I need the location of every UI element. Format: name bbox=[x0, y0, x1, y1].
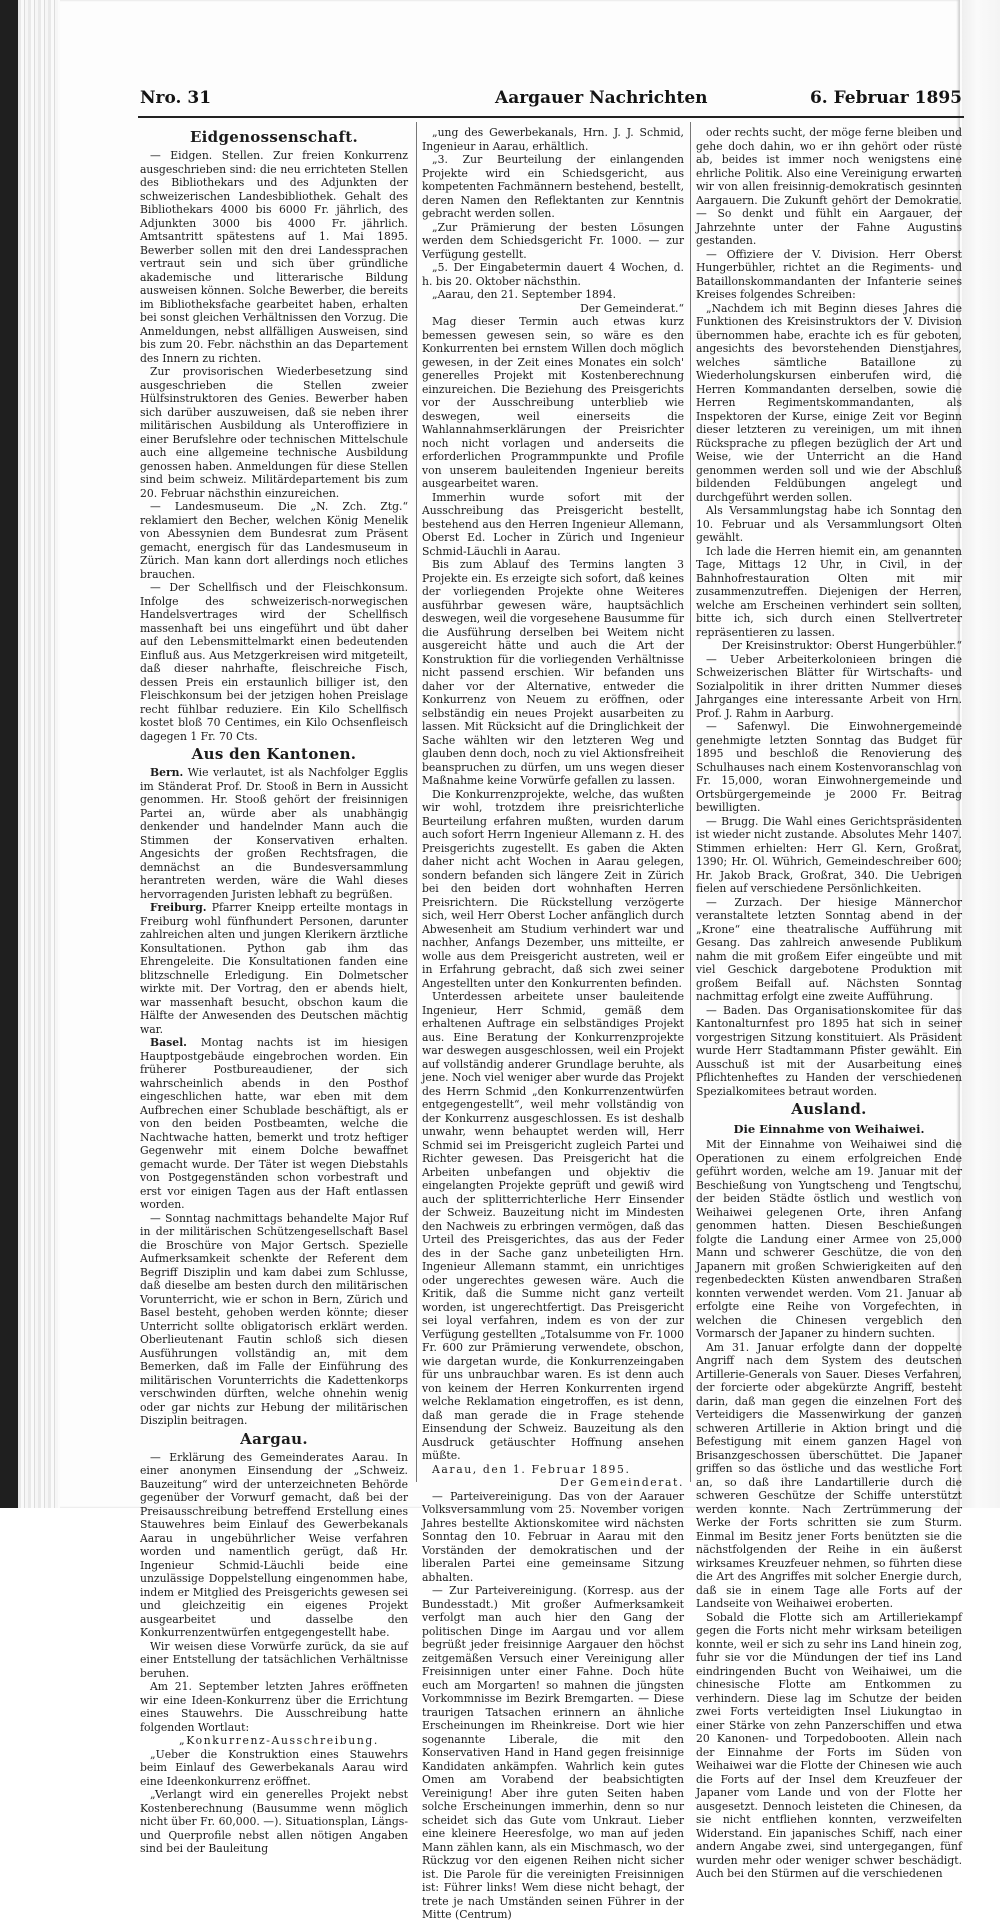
article-paragraph: — Zurzach. Der hiesige Männerchor veranstaltete letzten Sonntag abend in der „Krone“ eine theatralische Aufführung mit Gesang. Das zahlreich anwesende Publikum nahm die mit großem Eifer eingeübte und mit viel Geschick dargebotene Produktion mit großem Beifall auf. Nächsten Sonntag nachmittag erfolgt eine zweite Aufführung. bbox=[696, 895, 962, 1003]
article-paragraph: „ung des Gewerbekanals, Hrn. J. J. Schmid, Ingenieur in Aarau, erhältlich. bbox=[422, 126, 684, 153]
article-paragraph: „Aarau, den 21. September 1894. bbox=[432, 288, 617, 301]
article-paragraph: Am 21. September letzten Jahres eröffneten wir eine Ideen-Konkurrenz über die Errichtung eines Stauwehrs. Die Ausschreibung hatte folgenden Wortlaut: bbox=[140, 1680, 408, 1734]
article-paragraph: Am 31. Januar erfolgte dann der doppelte Angriff nach dem System des deutschen Artillerie-Generals von Sauer. Dieses Verfahren, der forcierte oder abgekürzte Angriff, besteht darin, daß man gegen die einzelnen Fort des Verteidigers die Massenwirkung der ganzen schweren Artillerie in Aktion bringt und die Befestigung mit einem ganzen Hagel von Brisanzgeschossen überschüttet. Die Japaner griffen so das östliche und das westliche Fort an, so daß ihre Landartillerie durch die schweren Geschütze der Schiffe unterstützt werden konnte. Nach Zertrümmerung der Werke der Forts schritten sie zum Sturm. Einmal im Besitz jener Forts benützten sie die nächstfolgenden der Reihe in ein äußerst wirksames Kreuzfeuer nehmen, so führten diese die Art des Angriffes mit solcher Energie durch, daß sie in einem Tage alle Forts auf der Landseite von Weihaiwei eroberten. bbox=[696, 1340, 962, 1610]
page-stack-edges bbox=[18, 0, 58, 1508]
article-paragraph: — Baden. Das Organisationskomitee für das Kantonalturnfest pro 1895 hat sich in seiner vorgestrigen Sitzung konstituiert. Als Präsident wurde Herr Stadtammann Pfister gewählt. Ein Ausschuß ist mit der Ausarbeitung eines Pflichtenheftes zu Handen der verschiedenen Spezialkomitees betraut worden. bbox=[696, 1003, 962, 1098]
signature-line: Der Gemeinderat.“ bbox=[580, 301, 684, 315]
article-paragraph: — Safenwyl. Die Einwohnergemeinde genehmigte letzten Sonntag das Budget für 1895 und beschloß die Renovierung des Schulhauses nach einem Kostenvoranschlag von Fr. 15,000, woran Einwohnergemeinde und Ortsbürgergemeinde je 2000 Fr. Beitrag bewilligten. bbox=[696, 720, 962, 814]
article-paragraph: Wir weisen diese Vorwürfe zurück, da sie auf einer Entstellung der tatsächlichen Verhältnisse beruhen. bbox=[140, 1639, 408, 1680]
column-right bbox=[696, 126, 962, 1880]
article-paragraph bbox=[140, 901, 408, 1036]
article-paragraph: oder rechts sucht, der möge ferne bleiben und gehe doch dahin, wo er ihn gehört oder rüste ab, beides ist immer noch wenigstens eine ehrliche Politik. Also eine Vereinigung erwarten wir von allen freisinnig-demokratisch gesinnten Aargauern. Die Zukunft gehört der Demokratie. — So denkt und fühlt ein Aargauer, der Jahrzehnte unter der Fahne Augustins gestanden. bbox=[696, 126, 962, 247]
canton-label: Bern. bbox=[150, 766, 184, 779]
article-paragraph: — Sonntag nachmittags behandelte Major Ruf in der militärischen Schützengesellschaft Basel die Broschüre von Major Gertsch. Spezielle Aufmerksamkeit schenkte der Referent dem Begriff Disziplin und kam dabei zum Schlusse, daß dieselbe am besten durch den militärischen Vorunterricht, wie er schon in Bern, Zürich und Basel besteht, gehoben werden könnte; dieser Unterricht sollte obligatorisch erklärt werden. Oberlieutenant Fautin schloß sich diesen Ausführungen vollständig an, mit dem Bemerken, daß im Falle der Einführung des militärischen Vorunterrichts die Kadettenkorps verschwinden dürften, welche ohnehin wenig oder gar nichts zur Hebung der militärischen Disziplin beitragen. bbox=[140, 1211, 408, 1427]
article-paragraph: — Parteivereinigung. Das von der Aarauer Volksversammlung vom 25. November vorigen Jahres bestellte Aktionskomitee wird nächsten Sonntag den 10. Februar in Aarau mit den Vorständen der demokratischen und der liberalen Partei eine gemeinsame Sitzung abhalten. bbox=[422, 1489, 684, 1584]
column-rule bbox=[690, 122, 691, 1482]
masthead bbox=[140, 88, 962, 116]
article-paragraph: — Brugg. Die Wahl eines Gerichtspräsidenten ist wieder nicht zustande. Absolutes Mehr 1407. Stimmen erhielten: Herr Gl. Kern, Großrat, 1390; Hr. Ol. Wührich, Gemeindeschreiber 600; Hr. Jakob Brack, Großrat, 340. Die Uebrigen fielen auf verschiedene Persönlichkeiten. bbox=[696, 814, 962, 895]
section-heading-ausland: Ausland. bbox=[791, 1100, 867, 1118]
article-paragraph: Ich lade die Herren hiemit ein, am genannten Tage, Mittags 12 Uhr, in Civil, in der Bahnhofrestauration Olten mit mir zusammenzutreffen. Diejenigen der Herren, welche am Erscheinen verhindert sein sollten, bitte ich, sich durch einen Stellvertreter repräsentieren zu lassen. bbox=[696, 544, 962, 639]
canton-label: Basel. bbox=[150, 1036, 187, 1049]
article-paragraph: — Eidgen. Stellen. Zur freien Konkurrenz ausgeschrieben sind: die neu errichteten Stellen des Bibliothekars und des Adjunkten der schweizerischen Landesbibliothek. Gehalt des Bibliothekars 4000 bis 6000 Fr. jährlich, des Adjunkten 3000 bis 4000 Fr. jährlich. Amtsantritt spätestens auf 1. Mai 1895. Bewerber sollen mit den drei Landessprachen vertraut sein und sich über gründliche akademische und litterarische Bildung ausweisen können. Solche Bewerber, die bereits im Bibliotheksfache gearbeitet haben, erhalten bei sonst gleichen Verhältnissen den Vorzug. Die Anmeldungen, nebst allfälligen Ausweisen, sind bis zum 20. Febr. nächsthin an das Departement des Innern zu richten. bbox=[140, 149, 408, 365]
canton-text: Montag nachts ist im hiesigen Hauptpostgebäude eingebrochen worden. Ein früherer Postbureaudiener, der sich wahrscheinlich abends in den Posthof eingeschlichen hatte, war eben mit dem Aufbrechen einer Schublade beschäftigt, als er von den beiden Postbeamten, welche die Nachtwache hatten, bemerkt und trotz heftiger Gegenwehr mit einem Dolche bewaffnet gemacht wurde. Der Täter ist wegen Diebstahls von Postgegenständen schon vorbestraft und erst vor einigen Tagen aus der Haft entlassen worden. bbox=[140, 1036, 408, 1211]
article-paragraph: Immerhin wurde sofort mit der Ausschreibung das Preisgericht bestellt, bestehend aus den Herren Ingenieur Allemann, Oberst Ed. Locher in Zürich und Ingenieur Schmid-Läuchli in Aarau. bbox=[422, 490, 684, 558]
page-right-margin bbox=[962, 0, 1000, 1508]
article-paragraph: „Nachdem ich mit Beginn dieses Jahres die Funktionen des Kreisinstruktors der V. Division übernommen habe, erachte ich es für geboten, angesichts des bevorstehenden Dienstjahres, welches sämtliche Bataillone zu Wiederholungskursen einberufen wird, die Herren Kommandanten derselben, sowie die Herren Regimentskommandanten, als Inspektoren der Kurse, einige Zeit vor Beginn dieser letzteren zu vereinigen, um mit ihnen Rücksprache zu pflegen bezüglich der Art und Weise, wie der Unterricht an die Hand genommen werden soll und wie der Abschluß bildenden Feldübungen angelegt und durchgeführt werden sollen. bbox=[696, 301, 962, 504]
scan-border-dark bbox=[0, 0, 18, 1508]
article-paragraph bbox=[140, 1036, 408, 1212]
article-paragraph: — Der Schellfisch und der Fleischkonsum. Infolge des schweizerisch-norwegischen Handelsvertrages wird der Schellfisch massenhaft bei uns eingeführt und übt daher auf den Lebensmittelmarkt einen bedeutenden Einfluß aus. Aus Metzgerkreisen wird mitgeteilt, daß dieser nahrhafte, fleischreiche Fisch, dessen Preis ein erstaunlich billiger ist, den Fleischkonsum bei der jetzigen hohen Preislage recht fühlbar reduziere. Ein Kilo Schellfisch kostet bloß 70 Centimes, ein Kilo Ochsenfleisch dagegen 1 Fr. 70 Cts. bbox=[140, 581, 408, 743]
article-paragraph: „Zur Prämierung der besten Lösungen werden dem Schiedsgericht Fr. 1000. — zur Verfügung gestellt. bbox=[422, 220, 684, 261]
canton-label: Freiburg. bbox=[150, 901, 207, 914]
signature-line: Der Kreisinstruktor: Oberst Hungerbühler.“ bbox=[721, 639, 962, 652]
section-heading-kantone: Aus den Kantonen. bbox=[191, 745, 357, 763]
article-paragraph: „5. Der Eingabetermin dauert 4 Wochen, d. h. bis 20. Oktober nächsthin. bbox=[422, 261, 684, 288]
section-heading-eidgenossenschaft: Eidgenossenschaft. bbox=[189, 128, 359, 146]
column-rule bbox=[416, 122, 417, 1482]
article-paragraph: Die Konkurrenzprojekte, welche, das wußten wir wohl, trotzdem ihre preisrichterliche Beurteilung erfahren mußten, wurden darum auch sofort Herrn Ingenieur Allemann z. H. des Preisgerichts zugestellt. Es gaben die Akten daher nicht acht Wochen in Aarau gelegen, sondern befanden sich längere Zeit in Zürich bei den beiden dort wohnhaften Herren Preisrichtern. Die Rückstellung verzögerte sich, weil Herr Oberst Locher anfänglich durch Abwesenheit am Studium verhindert war und nachher, Anfangs Dezember, uns mitteilte, er wolle aus dem Preisgericht austreten, weil er in Erfahrung gebracht, daß sich zwei seiner Angestellten unter den Konkurrenten befinden. bbox=[422, 787, 684, 990]
article-paragraph bbox=[140, 766, 408, 901]
section-heading-aargau: Aargau. bbox=[240, 1429, 308, 1448]
article-subheading: Die Einnahme von Weihaiwei. bbox=[733, 1122, 925, 1136]
issue-date: 6. Februar 1895 bbox=[809, 88, 962, 108]
article-paragraph: „Verlangt wird ein generelles Projekt nebst Kostenberechnung (Bausumme wenn möglich nicht über Fr. 60,000. —). Situationsplan, Längs- und Querprofile nebst allen nötigen Angaben sind bei der Bauleitung bbox=[140, 1788, 408, 1855]
article-paragraph: Mag dieser Termin auch etwas kurz bemessen gewesen sein, so wäre es den Konkurrenten bei ernstem Willen doch möglich gewesen, in der Zeit eines Monates ein solch' generelles Projekt mit Kostenberechnung einzureichen. Die Beziehung des Preisgerichts vor der Ausschreibung unterblieb wie deswegen, weil einerseits die Wahlannahmserklärungen der Preisrichter noch nicht vorlagen und anderseits die erforderlichen Programmpunkte und Profile von unserem bauleitenden Ingenieur bereits ausgearbeitet waren. bbox=[422, 315, 684, 490]
issue-number: Nro. 31 bbox=[140, 88, 212, 108]
article-paragraph: Unterdessen arbeitete unser bauleitende Ingenieur, Herr Schmid, gemäß dem erhaltenen Auftrage ein selbständiges Projekt aus. Eine Beratung der Konkurrenzprojekte war deswegen ausgeschlossen, weil ein Projekt auf vollständig anderer Grundlage beruhte, als jene. Noch viel weniger aber wurde das Projekt des Herrn Schmid „den Konkurrenzentwürfen entgegengestellt“, weil mehr vollständig von der Konkurrenz ausgeschlossen. Es ist deshalb unwahr, wenn behauptet werden will, Herr Schmid sei im Preisgericht zugleich Partei und Richter gewesen. Das Preisgericht hat die Arbeiten unbefangen und objektiv die eingelangten Projekte geprüft und gewiß wird auch der splitterrichterliche Herr Einsender der Schweiz. Bauzeitung nicht im Mindesten den Nachweis zu erbringen vermögen, daß das Urteil des Preisgerichtes, das aus der Feder des in der Sache ganz unbeteiligten Hrn. Ingenieur Allemann stammt, ein unrichtiges oder ungerechtes gewesen wäre. Auch die Kritik, daß die Summe nicht ganz verteilt worden, ist ungerechtfertigt. Das Preisgericht sei loyal verfahren, indem es von der zur Verfügung gestellten „Totalsumme von Fr. 1000 Fr. 600 zur Prämierung verwendete, obschon, wie dargetan wurde, die Konkurrenzeingaben für uns unbrauchbar waren. Es ist denn auch von keinem der Herren Konkurrenten irgend welche Reklamation eingetroffen, es ist denn, daß man gerade die in Frage stehende Einsendung der Schweiz. Bauzeitung als den Ausdruck getäuschter Hoffnung ansehen müßte. bbox=[422, 990, 684, 1462]
article-paragraph: „3. Zur Beurteilung der einlangenden Projekte wird ein Schiedsgericht, aus kompetenten Fachmännern bestehend, bestellt, deren Namen den Reflektanten zur Kenntnis gebracht werden sollen. bbox=[422, 153, 684, 220]
article-paragraph: — Erklärung des Gemeinderates Aarau. In einer anonymen Einsendung der „Schweiz. Bauzeitung“ wird der unterzeichneten Behörde gegenüber der Vorwurf gemacht, daß bei der Preisausschreibung betreffend Erstellung eines Stauwehres beim Einlauf des Gewerbekanals Aarau in ungebührlicher Weise verfahren worden und namentlich gerügt, daß Hr. Ingenieur Schmid-Läuchli beide eine unzulässige Doppelstellung eingenommen habe, indem er Mitglied des Preisgerichts gewesen sei und gleichzeitig ein eigenes Projekt ausgearbeitet und dasselbe den Konkurrenzentwürfen entgegengestellt habe. bbox=[140, 1450, 408, 1639]
canton-text: Pfarrer Kneipp erteilte montags in Freiburg wohl fünfhundert Personen, darunter zahlreichen alten und jungen Klerikern ärztliche Konsultationen. Python gab ihm das Ehrengeleite. Die Konsultationen fanden eine blitzschnelle Erledigung. Ein Dolmetscher wirkte mit. Der Vortrag, den er abends hielt, war massenhaft besucht, obschon kaum die Hälfte der Anwesenden des Deutschen mächtig war. bbox=[140, 901, 408, 1036]
article-paragraph: — Ueber Arbeiterkolonieen bringen die Schweizerischen Blätter für Wirtschafts- und Sozialpolitik in ihrer dritten Nummer dieses Jahrganges eine interessante Arbeit von Hrn. Prof. J. Rahm in Aarburg. bbox=[696, 652, 962, 720]
article-paragraph: „Ueber die Konstruktion eines Stauwehrs beim Einlauf des Gewerbekanals Aarau wird eine Ideenkonkurrenz eröffnet. bbox=[140, 1747, 408, 1788]
header-rule bbox=[138, 116, 964, 118]
article-paragraph: Als Versammlungstag habe ich Sonntag den 10. Februar und als Versammlungsort Olten gewählt. bbox=[696, 504, 962, 544]
column-left bbox=[140, 126, 408, 1855]
article-paragraph: — Zur Parteivereinigung. (Korresp. aus der Bundesstadt.) Mit großer Aufmerksamkeit verfolgt man auch hier den Gang der politischen Dinge im Aargau und vor allem begrüßt jeder freisinnige Aargauer den höchst zeitgemäßen Versuch einer Vereinigung aller Freisinnigen unter einer Fahne. Doch hüte euch am Morgarten! so mahnen die jüngsten Vorkommnisse im Bezirk Bremgarten. — Diese traurigen Tatsachen erinnern an ähnliche Erscheinungen im Rheinkreise. Dort wie hier sogenannte Liberale, die mit den Konservativen Hand in Hand gegen freisinnige Kandidaten ankämpfen. Wahrlich kein gutes Omen am Vorabend der beabsichtigten Vereinigung! Aber ihre guten Seiten haben solche Erscheinungen immerhin, denn so nur scheidet sich das Gute vom Unkraut. Lieber eine kleinere Heeresfolge, wo man auf jeden Mann zählen kann, als ein Mischmasch, wo der Rückzug vor den eigenen Reihen nicht sicher ist. Die Parole für die vereinigten Freisinnigen ist: Führer links! Wem diese nicht behagt, der trete je nach Umständen seinen Führer in der Mitte (Centrum) bbox=[422, 1584, 684, 1921]
paper-name: Aargauer Nachrichten bbox=[495, 88, 708, 108]
article-paragraph: Zur provisorischen Wiederbesetzung sind ausgeschrieben die Stellen zweier Hülfsinstruktoren des Genies. Bewerber haben sich darüber auszuweisen, daß sie neben ihrer militärischen Ausbildung als Unteroffiziere in einer Berufslehre oder technischen Mittelschule auch eine allgemeine technische Ausbildung genossen haben. Anmeldungen für diese Stellen sind beim schweiz. Militärdepartement bis zum 20. Februar nächsthin einzureichen. bbox=[140, 365, 408, 500]
canton-text: Wie verlautet, ist als Nachfolger Egglis im Ständerat Prof. Dr. Stooß in Bern in Aussicht genommen. Hr. Stooß gehört der freisinnigen Partei an, würde aber als unabhängig denkender und handelnder Mann auch die Stimmen der Konservativen erhalten. Angesichts der großen Rechtsfragen, die demnächst an die Bundesversammlung herantreten werden, wäre die Wahl dieses hervorragenden Juristen lebhaft zu begrüßen. bbox=[140, 766, 408, 901]
article-paragraph: Sobald die Flotte sich am Artilleriekampf gegen die Forts nicht mehr wirksam beteiligen konnte, weil er sich zu sehr ins Land hinein zog, fuhr sie vor die Mündungen der tief ins Land eindringenden Bucht von Weihaiwei, um die chinesische Flotte am Entkommen zu verhindern. Diese lag im Schutze der beiden zwei Forts verteidigten Insel Liukungtao in einer Stärke von zehn Panzerschiffen und etwa 20 Kanonen- und Torpedobooten. Allein nach der Einnahme der Forts im Süden von Weihaiwei war die Flotte der Chinesen wie auch die Forts auf der Insel dem Kreuzfeuer der Japaner vom Lande und von der Flotte her ausgesetzt. Dennoch leisteten die Chinesen, da sie nicht entfliehen konnten, verzweifelten Widerstand. Ein japanisches Schiff, nach einer andern Angabe zwei, sind untergegangen, fünf wurden mehr oder weniger schwer beschädigt. Auch bei den Stürmen auf die verschiedenen bbox=[696, 1610, 962, 1880]
article-paragraph: Bis zum Ablauf des Termins langten 3 Projekte ein. Es erzeigte sich sofort, daß keines der vorliegenden Projekte ohne Weiteres ausführbar gewesen wäre, hauptsächlich deswegen, weil die vorgesehene Bausumme für die Ausführung derselben bei Weitem nicht ausgereicht hätte und auch die Art der Konstruktion für die vorliegenden Verhältnisse nicht passend erschien. Wir befanden uns daher vor der Alternative, entweder die Konkurrenz von Neuem zu eröffnen, oder selbständig ein neues Projekt ausarbeiten zu lassen. Mit Rücksicht auf die Dringlichkeit der Sache wählten wir den letzteren Weg und glauben denn doch, noch zu viel Aktionsfreiheit beanspruchen zu dürfen, um uns wegen dieser Maßnahme keine Vorwürfe gefallen zu lassen. bbox=[422, 558, 684, 787]
article-paragraph: — Offiziere der V. Division. Herr Oberst Hungerbühler, richtet an die Regiments- und Bataillonskommandanten der Infanterie seines Kreises folgendes Schreiben: bbox=[696, 247, 962, 301]
signature-line: Der Gemeinderat. bbox=[560, 1476, 684, 1489]
article-paragraph: „Konkurrenz-Ausschreibung. bbox=[179, 1734, 379, 1747]
article-paragraph: — Landesmuseum. Die „N. Zch. Ztg.“ reklamiert den Becher, welchen König Menelik von Abessynien dem Bundesrat zum Präsent gemacht, energisch für das Landesmuseum in Zürich. Man kann dort allerdings noch etliches brauchen. bbox=[140, 500, 408, 581]
column-middle bbox=[422, 126, 684, 1921]
dateline: Aarau, den 1. Februar 1895. bbox=[432, 1462, 631, 1476]
article-paragraph: Mit der Einnahme von Weihaiwei sind die Operationen zu einem erfolgreichen Ende geführt worden, welche am 19. Januar mit der Beschießung von Yungtscheng und Tengtschu, der beiden Städte östlich und westlich von Weihaiwei gelegenen Orte, ihren Anfang genommen hatten. Diesen Beschießungen folgte die Landung einer Armee von 25,000 Mann und schwerer Geschütze, die von den Japanern mit großen Schwierigkeiten auf den regenbedeckten Küsten anwendbaren Straßen konnten verwendet werden. Vom 21. Januar ab erfolgte eine Reihe von Vorgefechten, in welchen die Chinesen vergeblich den Vormarsch der Japaner zu hindern suchten. bbox=[696, 1138, 962, 1340]
